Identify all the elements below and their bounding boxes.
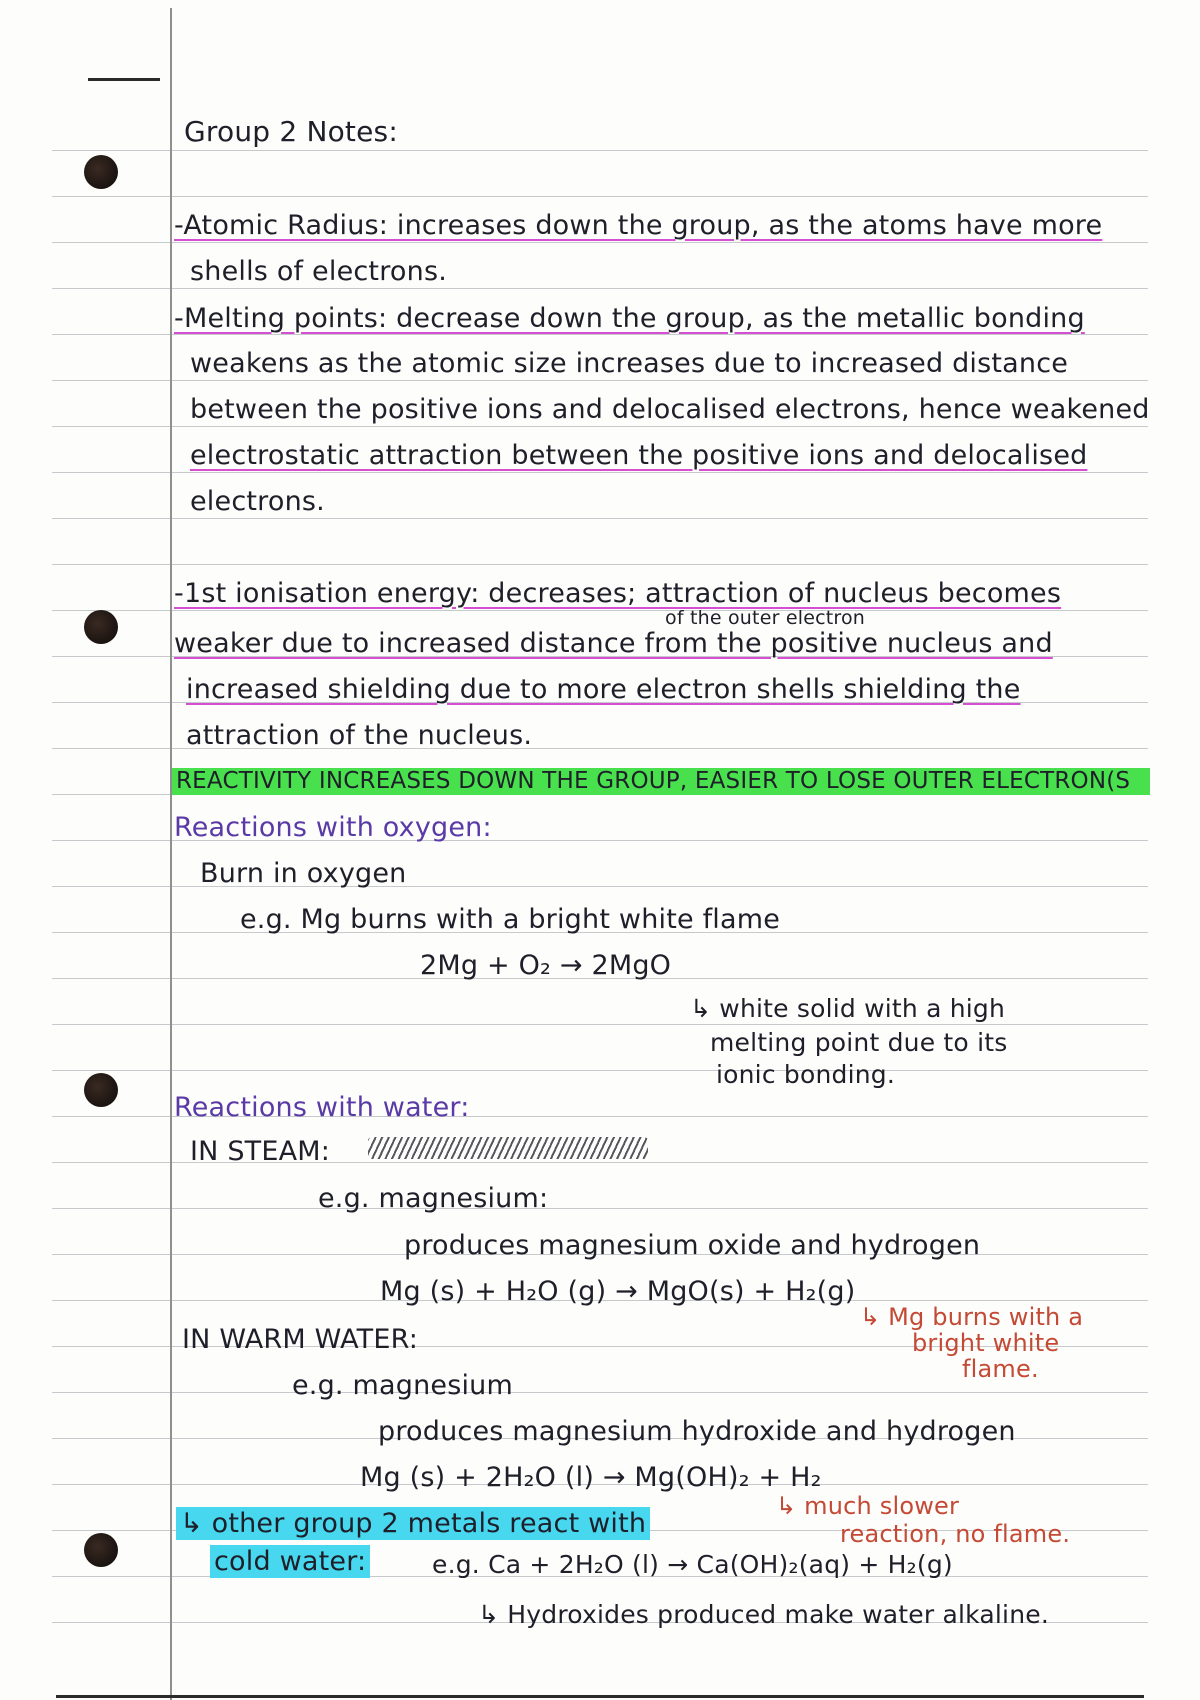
ruled-line <box>52 564 1148 565</box>
ruled-line <box>52 426 1148 427</box>
ionisation-line-2: weaker due to increased distance from the positive nucleus and <box>174 628 1053 659</box>
punch-hole <box>84 155 118 189</box>
margin-line <box>170 8 172 1700</box>
cold-water-line-1 <box>176 1510 650 1537</box>
crossed-out-text <box>368 1137 648 1159</box>
oxygen-line-1: Burn in oxygen <box>200 858 407 889</box>
warm-equation: Mg (s) + 2H₂O (l) → Mg(OH)₂ + H₂ <box>360 1462 822 1493</box>
ruled-line <box>52 518 1148 519</box>
steam-label: IN STEAM: <box>190 1136 331 1167</box>
ruled-line <box>52 1392 1148 1393</box>
ruled-line <box>52 196 1148 197</box>
top-mark <box>88 78 160 81</box>
punch-hole <box>84 1533 118 1567</box>
ionisation-line-3: increased shielding due to more electron shells shielding the <box>186 674 1021 705</box>
steam-note-2: bright white <box>912 1329 1060 1357</box>
ruled-line <box>52 1024 1148 1025</box>
warm-label: IN WARM WATER: <box>182 1324 419 1355</box>
oxygen-note-2: melting point due to its <box>710 1028 1008 1057</box>
oxygen-note-3: ionic bonding. <box>716 1060 896 1089</box>
ruled-line <box>52 242 1148 243</box>
page-title: Group 2 Notes: <box>184 115 398 148</box>
ruled-line <box>52 610 1148 611</box>
punch-hole <box>84 610 118 644</box>
steam-note-3: flame. <box>962 1355 1039 1383</box>
warm-note-2: reaction, no flame. <box>840 1520 1071 1548</box>
ruled-line <box>52 334 1148 335</box>
water-heading: Reactions with water: <box>174 1092 470 1123</box>
ionisation-insert: of the outer electron <box>665 607 866 629</box>
cold-water-highlight-2: cold water: <box>210 1545 370 1578</box>
ruled-line <box>52 1070 1148 1071</box>
cold-water-equation: e.g. Ca + 2H₂O (l) → Ca(OH)₂(aq) + H₂(g) <box>432 1550 953 1579</box>
ruled-line <box>52 1208 1148 1209</box>
melting-points-line-3: between the positive ions and delocalised electrons, hence weakened <box>190 394 1150 425</box>
steam-line: produces magnesium oxide and hydrogen <box>404 1230 981 1261</box>
cold-water-highlight-1: ↳ other group 2 metals react with <box>176 1507 650 1540</box>
cold-water-note: ↳ Hydroxides produced make water alkaline. <box>478 1600 1049 1629</box>
cold-water-line-2 <box>210 1548 370 1575</box>
ruled-line <box>52 472 1148 473</box>
warm-line: produces magnesium hydroxide and hydrogen <box>378 1416 1016 1447</box>
punch-hole <box>84 1073 118 1107</box>
warm-eg: e.g. magnesium <box>292 1370 513 1401</box>
melting-points-line-4: electrostatic attraction between the positive ions and delocalised <box>190 440 1088 471</box>
melting-points-line-2: weakens as the atomic size increases due to increased distance <box>190 348 1069 379</box>
steam-equation: Mg (s) + H₂O (g) → MgO(s) + H₂(g) <box>380 1276 856 1307</box>
ruled-line <box>52 288 1148 289</box>
atomic-radius-line-2: shells of electrons. <box>190 256 447 287</box>
melting-points-line-5: electrons. <box>190 486 325 517</box>
melting-points-line-1: -Melting points: decrease down the group, as the metallic bonding <box>174 303 1085 334</box>
oxygen-note-1: ↳ white solid with a high <box>690 994 1006 1023</box>
ruled-line <box>52 380 1148 381</box>
steam-eg: e.g. magnesium: <box>318 1183 549 1214</box>
ruled-line <box>52 150 1148 151</box>
warm-note-1: ↳ much slower <box>776 1492 960 1520</box>
page-bottom-edge <box>56 1695 1144 1698</box>
ionisation-line-1: -1st ionisation energy: decreases; attraction of nucleus becomes <box>174 578 1062 609</box>
oxygen-heading: Reactions with oxygen: <box>174 812 492 843</box>
oxygen-equation: 2Mg + O₂ → 2MgO <box>420 950 672 981</box>
steam-note-1: ↳ Mg burns with a <box>860 1303 1084 1331</box>
reactivity-banner: REACTIVITY INCREASES DOWN THE GROUP, EASIER TO LOSE OUTER ELECTRON(S <box>172 768 1150 795</box>
ionisation-line-4: attraction of the nucleus. <box>186 720 533 751</box>
oxygen-line-2: e.g. Mg burns with a bright white flame <box>240 904 781 935</box>
atomic-radius-line-1: -Atomic Radius: increases down the group, as the atoms have more <box>174 210 1103 241</box>
